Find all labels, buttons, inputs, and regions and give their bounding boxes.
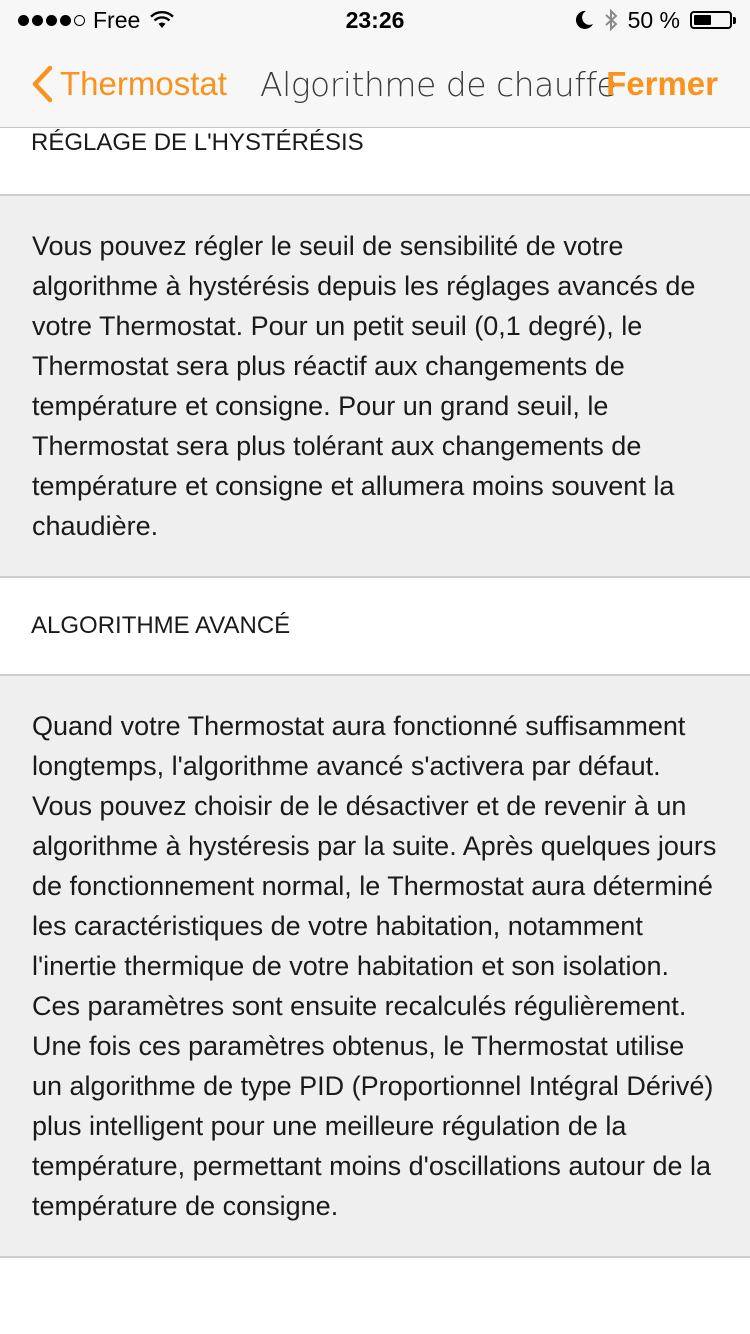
paragraph: Vous pouvez régler le seuil de sensibilité de votre algorithme à hystérésis depuis les réglages avancés de votre Thermostat. Pour un petit seuil (0,1 degré), le Thermostat sera plus réactif aux changements de température et consigne. Pour un grand seuil, le Thermostat sera plus tolérant aux changements de température et consigne et allumera moins souvent la chaudière.: [32, 231, 696, 541]
paragraph: Quand votre Thermostat aura fonctionné suffisamment longtemps, l'algorithme avancé s'activera par défaut. Vous pouvez choisir de le désactiver et de revenir à un algorithme à hystéresis par la suite. Après quelques jours de fonctionnement normal, le Thermostat aura déterminé les caractéristiques de votre habitation, notamment l'inertie thermique de votre habitation et son isolation. Ces paramètres sont ensuite recalculés régulièrement.: [32, 711, 717, 1021]
navigation-bar: [0, 40, 750, 128]
status-time: 23:26: [345, 6, 405, 33]
back-button[interactable]: [30, 40, 227, 128]
chevron-left-icon: [30, 64, 54, 104]
status-right: [576, 0, 732, 40]
moon-icon: [576, 10, 594, 30]
text-box-advanced-algorithm: [0, 674, 750, 1258]
battery-percent: 50 %: [627, 6, 680, 33]
section-header-hysteresis: RÉGLAGE DE L'HYSTÉRÉSIS: [31, 129, 364, 156]
back-button-label: Thermostat: [60, 65, 227, 102]
page-title: Algorithme de chauffe: [260, 64, 617, 104]
battery-icon: [690, 11, 732, 29]
status-bar: [0, 0, 750, 40]
bluetooth-icon: [604, 9, 618, 31]
carrier-name: Free: [93, 6, 141, 33]
text-box-hysteresis: [0, 194, 750, 578]
section-header-advanced-algorithm: ALGORITHME AVANCÉ: [31, 612, 291, 639]
wifi-icon: [150, 11, 174, 29]
paragraph: Une fois ces paramètres obtenus, le Thermostat utilise un algorithme de type PID (Proportionnel Intégral Dérivé) plus intelligent pour une meilleure régulation de la température, permettant moins d'oscillations autour de la température de consigne.: [32, 1031, 714, 1221]
status-left: [18, 0, 174, 40]
content-scroll[interactable]: [0, 128, 750, 1258]
close-button[interactable]: Fermer: [606, 65, 718, 102]
signal-strength-icon: [18, 15, 85, 26]
